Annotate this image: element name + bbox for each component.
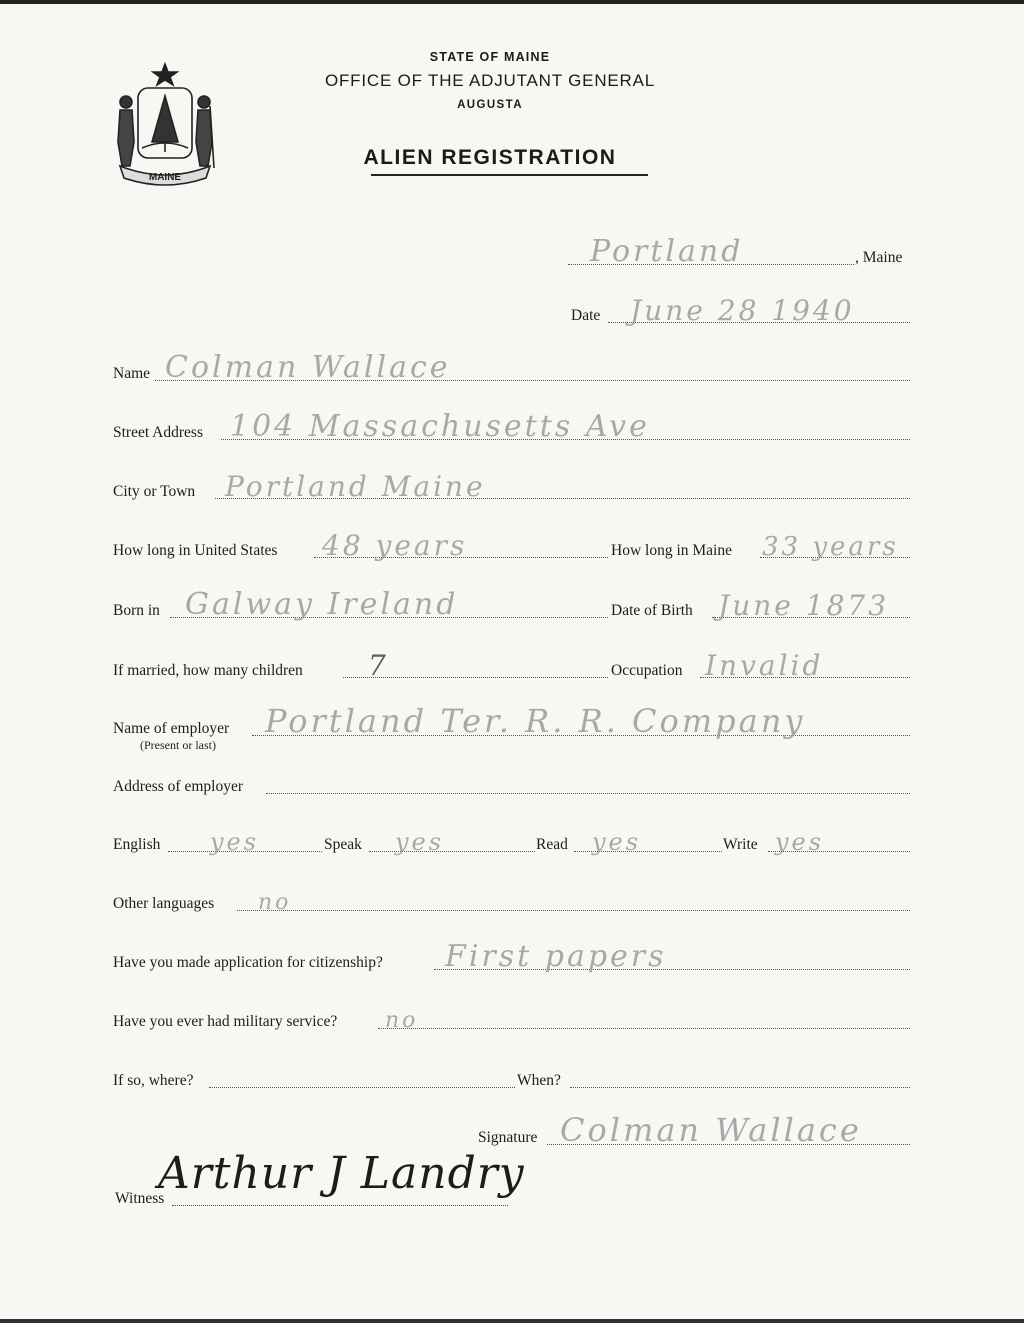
children-label: If married, how many children: [113, 662, 303, 679]
header-office: OFFICE OF THE ADJUTANT GENERAL: [324, 71, 656, 90]
read-value: yes: [592, 828, 642, 856]
street-label: Street Address: [113, 424, 203, 441]
born-in-value: Galway Ireland: [185, 587, 459, 622]
street-value: 104 Massachusetts Ave: [230, 409, 650, 444]
employer-label: Name of employer: [113, 720, 230, 737]
city-label: City or Town: [113, 483, 196, 500]
english-value: yes: [210, 828, 260, 856]
read-label: Read: [536, 836, 568, 853]
place-value: Portland: [590, 234, 744, 269]
how-long-us-value: 48 years: [322, 529, 468, 562]
header-city: AUGUSTA: [457, 99, 523, 111]
other-languages-label: Other languages: [113, 895, 215, 912]
how-long-us-label: How long in United States: [113, 542, 278, 559]
witness-signature: Arthur J Landry: [158, 1148, 525, 1199]
name-label: Name: [113, 365, 151, 382]
name-row: [0, 350, 1024, 386]
employer-address-label: Address of employer: [113, 778, 243, 795]
when-label: When?: [517, 1072, 561, 1089]
name-value: Colman Wallace: [165, 350, 451, 385]
other-languages-line: [237, 910, 910, 911]
how-long-maine-value: 33 years: [762, 532, 899, 562]
date-of-birth-label: Date of Birth: [611, 602, 693, 619]
date-row: [0, 294, 1024, 328]
header-state: STATE OF MAINE: [429, 50, 551, 64]
birth-row: [0, 587, 1024, 623]
place-row: [0, 234, 1024, 270]
street-row: [0, 409, 1024, 445]
write-label: Write: [723, 836, 758, 853]
when-line: [570, 1087, 910, 1088]
seal-banner-text: MAINE: [148, 172, 182, 183]
where-label: If so, where?: [113, 1072, 194, 1089]
speak-value: yes: [395, 828, 445, 856]
other-languages-value: no: [258, 890, 292, 915]
city-value: Portland Maine: [225, 470, 486, 503]
military-label: Have you ever had military service?: [113, 1013, 338, 1030]
title-underline: [371, 174, 648, 176]
speak-line: [369, 851, 535, 852]
military-value: no: [385, 1008, 419, 1033]
scan-edge-top: [0, 0, 1024, 4]
occupation-label: Occupation: [611, 662, 683, 679]
other-languages-row: [0, 890, 1024, 916]
born-in-label: Born in: [113, 602, 160, 619]
citizenship-label: Have you made application for citizenship?: [113, 954, 383, 971]
signature-row: [0, 1111, 1024, 1150]
witness-label: Witness: [115, 1190, 165, 1207]
residence-row: [0, 529, 1024, 563]
witness-line: [172, 1205, 508, 1206]
signature-label: Signature: [478, 1129, 538, 1146]
place-suffix: , Maine: [855, 249, 903, 266]
children-value: 7: [368, 649, 389, 682]
occupation-value: Invalid: [705, 649, 824, 682]
employer-sublabel: (Present or last): [140, 738, 216, 752]
family-row: [0, 649, 1024, 683]
city-row: [0, 470, 1024, 504]
date-of-birth-value: June 1873: [718, 589, 890, 622]
how-long-maine-label: How long in Maine: [611, 542, 732, 559]
citizenship-value: First papers: [445, 939, 667, 974]
citizenship-row: [0, 939, 1024, 975]
service-details-row: [0, 1067, 1024, 1093]
date-label: Date: [571, 307, 601, 324]
where-line: [209, 1087, 515, 1088]
scan-edge-bottom: [0, 1319, 1024, 1323]
employer-value: Portland Ter. R. R. Company: [265, 702, 806, 740]
language-row: [0, 828, 1024, 857]
write-value: yes: [775, 828, 825, 856]
form-title: ALIEN REGISTRATION: [363, 146, 617, 169]
signature-value: Colman Wallace: [560, 1111, 862, 1149]
employer-address-row: [0, 773, 1024, 799]
military-row: [0, 1008, 1024, 1034]
date-value: June 28 1940: [630, 294, 855, 327]
speak-label: Speak: [324, 836, 362, 853]
military-line: [378, 1028, 910, 1029]
english-label: English: [113, 836, 161, 853]
employer-address-line: [266, 793, 910, 794]
